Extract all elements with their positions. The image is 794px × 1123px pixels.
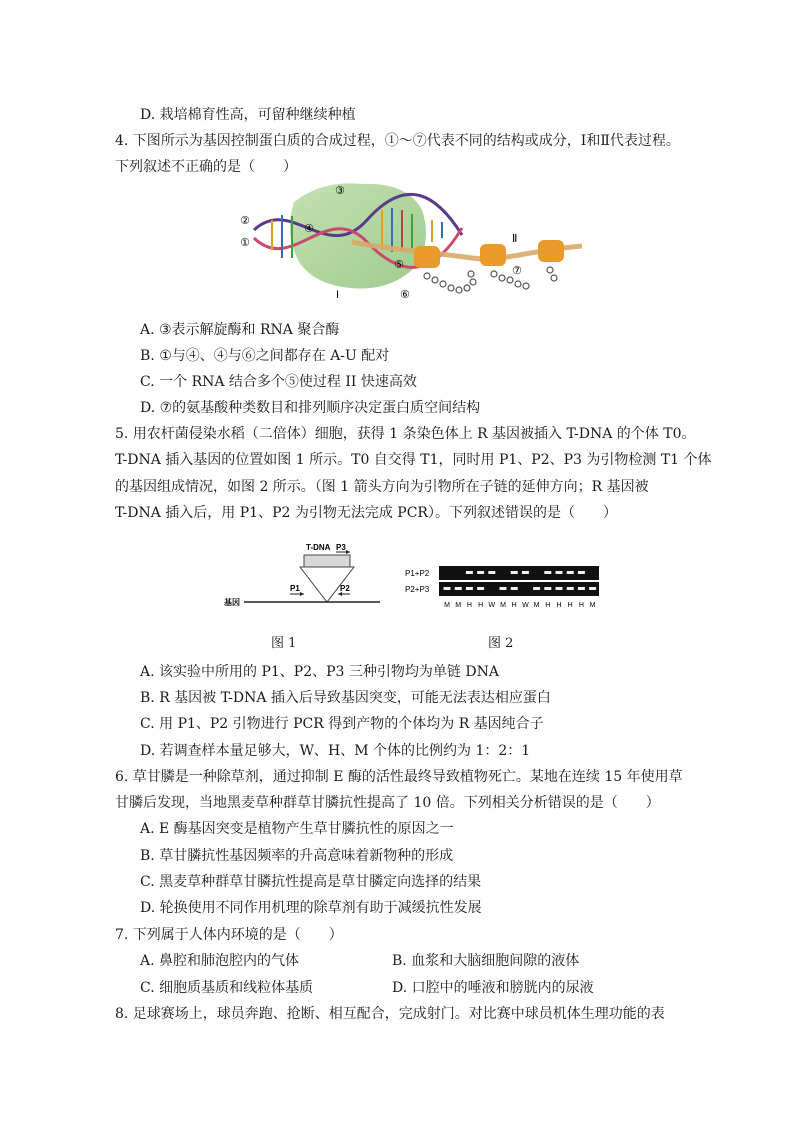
q7-stem: 7. 下列属于人体内环境的是（ ）	[115, 927, 343, 943]
gel-band-row2	[544, 587, 551, 590]
gel-lane-label: M	[500, 602, 506, 609]
q6-option-a: A. E 酶基因突变是植物产生草甘膦抗性的原因之一	[140, 821, 454, 837]
q4-option-d: D. ⑦的氨基酸种类数目和排列顺序决定蛋白质空间结构	[140, 400, 481, 416]
label-1: ①	[240, 237, 250, 249]
gel-lane-label: H	[556, 602, 562, 609]
figure-1-caption: 图 1	[271, 636, 297, 651]
gene-label: 基因	[224, 598, 240, 607]
q7-option-b: B. 血浆和大脑细胞间隙的液体	[392, 953, 580, 969]
q6-stem-line1: 6. 草甘膦是一种除草剂，通过抑制 E 酶的活性最终导致植物死亡。某地在连续 15 年使用草	[115, 769, 683, 785]
gel-lane-label: M	[589, 602, 596, 609]
gel-row2-label: P2+P3	[405, 585, 430, 594]
gel-lane-label: H	[578, 602, 584, 609]
q5-option-a: A. 该实验中所用的 P1、P2、P3 三种引物均为单链 DNA	[140, 664, 499, 680]
gel-band-row2	[500, 587, 507, 590]
gel-band-row1	[567, 571, 574, 574]
q7-option-c: C. 细胞质基质和线粒体基质	[140, 980, 314, 996]
gel-band-row2	[511, 587, 518, 590]
gel-band-row1	[544, 571, 551, 574]
gel-band-row2	[455, 587, 462, 590]
gel-band-row1	[511, 571, 518, 574]
p1-label: P1	[290, 584, 300, 593]
gel-lane-label: H	[466, 602, 472, 609]
q6-option-b: B. 草甘膦抗性基因频率的升高意味着新物种的形成	[140, 848, 454, 864]
gel-lane-label: H	[567, 602, 573, 609]
gel-band-row2	[477, 587, 484, 590]
label-5: ⑤	[394, 259, 404, 271]
q4-option-c: C. 一个 RNA 结合多个⑤使过程 II 快速高效	[140, 374, 417, 390]
gel-band-row1	[522, 571, 529, 574]
q6-option-d: D. 轮换使用不同作用机理的除草剂有助于减缓抗性发展	[140, 900, 482, 916]
gel-lane-label: W	[522, 602, 529, 609]
q4-option-a: A. ③表示解旋酶和 RNA 聚合酶	[140, 322, 340, 338]
label-4: ④	[304, 223, 314, 235]
gel-band-row2	[567, 587, 574, 590]
p3-label: P3	[336, 543, 346, 552]
gel-band-row1	[556, 571, 563, 574]
q4-stem-line2: 下列叙述不正确的是（ ）	[115, 159, 297, 175]
process-2-label: Ⅱ	[512, 233, 518, 245]
q5-figure-1	[220, 540, 385, 615]
gel-band-row2	[578, 587, 585, 590]
gel-lane-label: M	[444, 602, 450, 609]
p2-label: P2	[340, 584, 350, 593]
gel-band-row2	[556, 587, 563, 590]
gel-lane-label: M	[455, 602, 462, 609]
gel-band-row1	[477, 571, 484, 574]
gel-band-row1	[578, 571, 585, 574]
gel-row1-label: P1+P2	[405, 569, 430, 578]
q6-stem-line2: 甘膦后发现，当地黑麦草种群草甘膦抗性提高了 10 倍。下列相关分析错误的是（ ）	[115, 795, 660, 811]
q5-option-d: D. 若调查样本量足够大，W、H、M 个体的比例约为 1：2：1	[140, 743, 531, 759]
q5-figure-2-gel	[403, 562, 603, 612]
q5-stem-line4: T-DNA 插入后，用 P1、P2 为引物无法完成 PCR）。下列叙述错误的是（ ）	[115, 505, 617, 521]
q8-stem-line1: 8. 足球赛场上，球员奔跑、抢断、相互配合，完成射门。对比赛中球员机体生理功能的表	[115, 1006, 665, 1022]
q4-gene-expression-figure	[232, 180, 584, 302]
gel-band-row2	[444, 587, 451, 590]
gel-band-row2	[466, 587, 473, 590]
q5-option-c: C. 用 P1、P2 引物进行 PCR 得到产物的个体均为 R 基因纯合子	[140, 716, 544, 732]
gel-band-row1	[466, 571, 473, 574]
figure-2-caption: 图 2	[488, 636, 514, 651]
gel-lane-label: H	[511, 602, 517, 609]
gel-band-row2	[533, 587, 540, 590]
q6-option-c: C. 黑麦草种群草甘膦抗性提高是草甘膦定向选择的结果	[140, 874, 482, 890]
gel-band-row1	[488, 571, 495, 574]
gel-lane-label: H	[545, 602, 551, 609]
q7-option-a: A. 鼻腔和肺泡腔内的气体	[140, 953, 300, 969]
q4-stem-line1: 4. 下图所示为基因控制蛋白质的合成过程，①～⑦代表不同的结构或成分，I和Ⅱ代表过程。	[115, 133, 680, 149]
gel-lane-label: W	[488, 602, 496, 609]
q5-stem-line1: 5. 用农杆菌侵染水稻（二倍体）细胞，获得 1 条染色体上 R 基因被插入 T-DNA 的个体 T0。	[115, 426, 696, 442]
q5-option-b: B. R 基因被 T-DNA 插入后导致基因突变，可能无法表达相应蛋白	[140, 690, 551, 706]
q5-stem-line3: 的基因组成情况，如图 2 所示。（图 1 箭头方向为引物所在子链的延伸方向；R 基因被	[115, 479, 649, 495]
label-2: ②	[240, 215, 250, 227]
label-3: ③	[335, 185, 345, 197]
q5-stem-line2: T-DNA 插入基因的位置如图 1 所示。T0 自交得 T1，同时用 P1、P2、P3 为引物检测 T1 个体	[115, 452, 712, 468]
q4-option-b: B. ①与④、④与⑥之间都存在 A-U 配对	[140, 348, 390, 364]
gel-lane-label: M	[533, 602, 540, 609]
gel-band-row2	[589, 587, 596, 590]
label-7: ⑦	[512, 265, 522, 277]
q3-option-d: D. 栽培棉育性高，可留种继续种植	[140, 107, 356, 123]
tdna-label: T-DNA	[306, 543, 331, 552]
process-1-label: I	[336, 289, 340, 301]
q7-option-d: D. 口腔中的唾液和膀胱内的尿液	[392, 980, 594, 996]
label-6: ⑥	[400, 289, 410, 301]
gel-lane-label: H	[478, 602, 484, 609]
